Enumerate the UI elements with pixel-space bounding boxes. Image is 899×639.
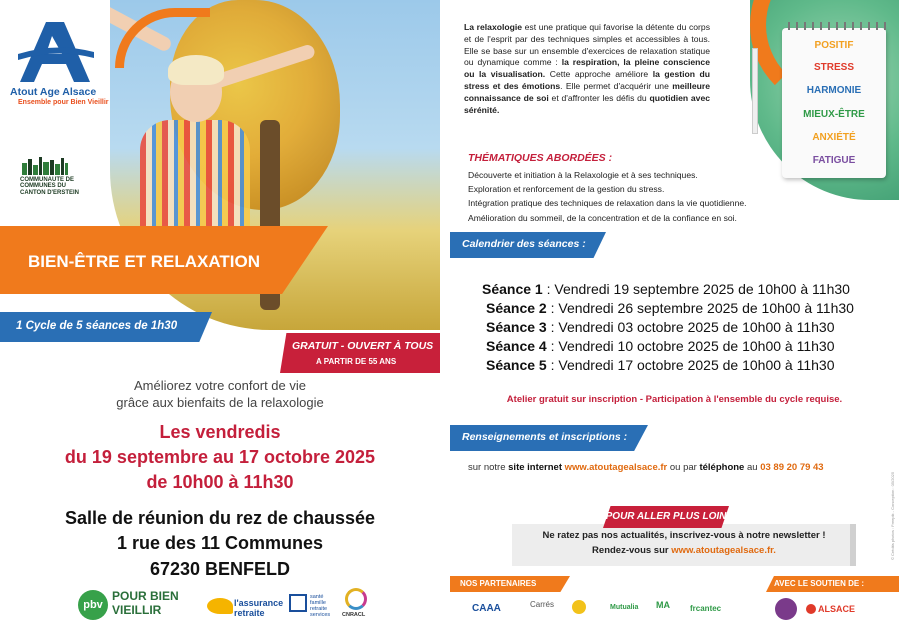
description-run: est une pratique qui favorise la détente du corps et de l'esprit par des techniques simples et accessibles à tous. Elle se base sur un ensemble d'exercices de relaxation statique ou dynamique comme : [464, 22, 710, 68]
contact-text: sur notre [468, 462, 509, 473]
contact-text: au [744, 462, 761, 473]
session-row [486, 357, 834, 373]
alsace-icon [806, 604, 816, 614]
newsletter-line1: Ne ratez pas nos actualités, inscrivez-vous à notre newsletter ! [542, 530, 826, 541]
free-badge-line2: A PARTIR DE 55 ANS [316, 357, 397, 366]
partner-logo-frcantec: frcantec [690, 604, 722, 613]
description-run: . Elle permet d'acquérir une [560, 80, 673, 91]
assurance-retraite-logo: l'assurance retraite [234, 598, 284, 618]
session-text: : Vendredi 10 octobre 2025 de 10h00 à 11h30 [546, 338, 835, 354]
phone-number[interactable]: 03 89 20 79 43 [760, 462, 824, 473]
pencil-icon [752, 48, 758, 134]
notepad-word: FATIGUE [812, 155, 856, 166]
partner-logo-carres: Carrés [530, 600, 555, 609]
session-text: : Vendredi 19 septembre 2025 de 10h00 à 11h30 [542, 281, 850, 297]
session-row [486, 338, 834, 354]
learn-more-title: POUR ALLER PLUS LOIN [605, 511, 727, 522]
date-line1: Les vendredis [159, 422, 281, 442]
notepad-word: HARMONIE [806, 85, 862, 96]
newsletter-prefix: Rendez-vous sur [592, 545, 672, 556]
theme-item: Amélioration du sommeil, de la concentration et de la confiance en soi. [468, 213, 737, 223]
description-run: quotidien avec sérénité. [464, 92, 711, 115]
notepad-word: POSITIF [814, 40, 854, 51]
left-page [0, 0, 440, 639]
photo-credit: © Crédits photos : Freepik - Conception : 05/2025 [890, 471, 895, 560]
notepad-word: ANXIÉTÉ [812, 132, 856, 143]
description-run: meilleure connaissance de soi [464, 80, 710, 103]
theme-item: Intégration pratique des techniques de relaxation dans la vie quotidienne. [468, 198, 747, 208]
assurance-retraite-icon [207, 598, 233, 614]
cycle-text: 1 Cycle de 5 séances de 1h30 [16, 320, 178, 332]
partner-logo-ma: MA [656, 600, 670, 610]
partner-icon [572, 600, 586, 614]
support-title: AVEC LE SOUTIEN DE : [774, 579, 865, 588]
contact-text: site internet [508, 462, 565, 473]
logo-tagline: Ensemble pour Bien Vieillir [18, 99, 109, 106]
location-line1: Salle de réunion du rez de chaussée [64, 508, 376, 528]
location-line3: 67230 BENFELD [149, 559, 291, 579]
description-run: la gestion du stress et des émotions [464, 69, 711, 91]
info-title: Renseignements et inscriptions : [462, 431, 628, 443]
notepad-word: STRESS [813, 62, 854, 73]
logo-name: Atout Age Alsace [10, 86, 97, 98]
pour-bien-vieillir-icon: pbv [78, 590, 108, 620]
contact-line [468, 462, 824, 473]
description-run: Cette approche améliore [545, 69, 653, 80]
partner-logo-caaa: CAAA [472, 603, 501, 614]
atout-age-logo-icon [16, 18, 96, 88]
session-text: : Vendredi 26 septembre 2025 de 10h00 à 11h30 [546, 300, 854, 316]
pour-bien-vieillir-logo: POUR BIEN VIEILLIR [112, 589, 179, 617]
description-run: la respiration, la pleine conscience ou la visualisation. [464, 57, 710, 80]
newsletter-link[interactable]: www.atoutagealsace.fr. [671, 545, 776, 556]
session-row [486, 300, 854, 316]
session-label: Séance 4 [486, 338, 547, 354]
description-run: et d'affronter les défis du [548, 92, 650, 103]
support-logo-icon [775, 598, 797, 620]
contact-text: téléphone [699, 462, 745, 473]
msa-logo: santé famille retraite services [310, 594, 331, 618]
description-run: La relaxologie [464, 22, 523, 32]
newsletter-line2 [512, 545, 856, 556]
cnracl-icon [345, 588, 367, 610]
session-row [486, 319, 834, 335]
partners-title: NOS PARTENAIRES [460, 579, 537, 588]
community-skyline-icon [22, 155, 68, 175]
free-badge [280, 333, 440, 373]
date-line3: de 10h00 à 11h30 [146, 472, 294, 492]
session-text: : Vendredi 03 octobre 2025 de 10h00 à 11h30 [546, 319, 835, 335]
community-logo-text: COMMUNAUTE DE COMMUNES DU CANTON D'ERSTEIN [20, 177, 79, 196]
support-logo-alsace: ALSACE [818, 604, 856, 614]
theme-item: Découverte et initiation à la Relaxologie et à ses techniques. [468, 170, 698, 180]
relaxology-description [464, 22, 710, 116]
partner-logo-mutualia: Mutualia [610, 604, 639, 611]
website-link[interactable]: www.atoutagealsace.fr [564, 462, 668, 473]
session-label: Séance 5 [486, 357, 547, 373]
cnracl-logo: CNRACL [342, 612, 366, 618]
theme-item: Exploration et renforcement de la gestion du stress. [468, 184, 665, 194]
session-text: : Vendredi 17 octobre 2025 de 10h00 à 11h30 [546, 357, 835, 373]
notepad-word: MIEUX-ÊTRE [803, 109, 865, 120]
intro-line2: grâce aux bienfaits de la relaxologie [116, 395, 324, 410]
session-label: Séance 1 [482, 281, 543, 297]
intro-text [60, 377, 380, 411]
free-badge-line1: GRATUIT - OUVERT À TOUS [292, 340, 434, 352]
themes-title: THÉMATIQUES ABORDÉES : [468, 152, 613, 164]
intro-line1: Améliorez votre confort de vie [134, 378, 306, 393]
right-page [450, 0, 899, 639]
session-label: Séance 3 [486, 319, 547, 335]
session-row [482, 281, 850, 297]
session-label: Séance 2 [486, 300, 547, 316]
calendar-title: Calendrier des séances : [462, 238, 586, 250]
page-title: BIEN-ÊTRE ET RELAXATION [28, 252, 261, 271]
date-line2: du 19 septembre au 17 octobre 2025 [64, 447, 376, 467]
workshop-note: Atelier gratuit sur inscription - Participation à l'ensemble du cycle requise. [506, 394, 843, 405]
contact-text: ou par [667, 462, 700, 473]
msa-icon [289, 594, 307, 612]
notepad-rings [782, 22, 886, 30]
location-line2: 1 rue des 11 Communes [116, 533, 324, 553]
